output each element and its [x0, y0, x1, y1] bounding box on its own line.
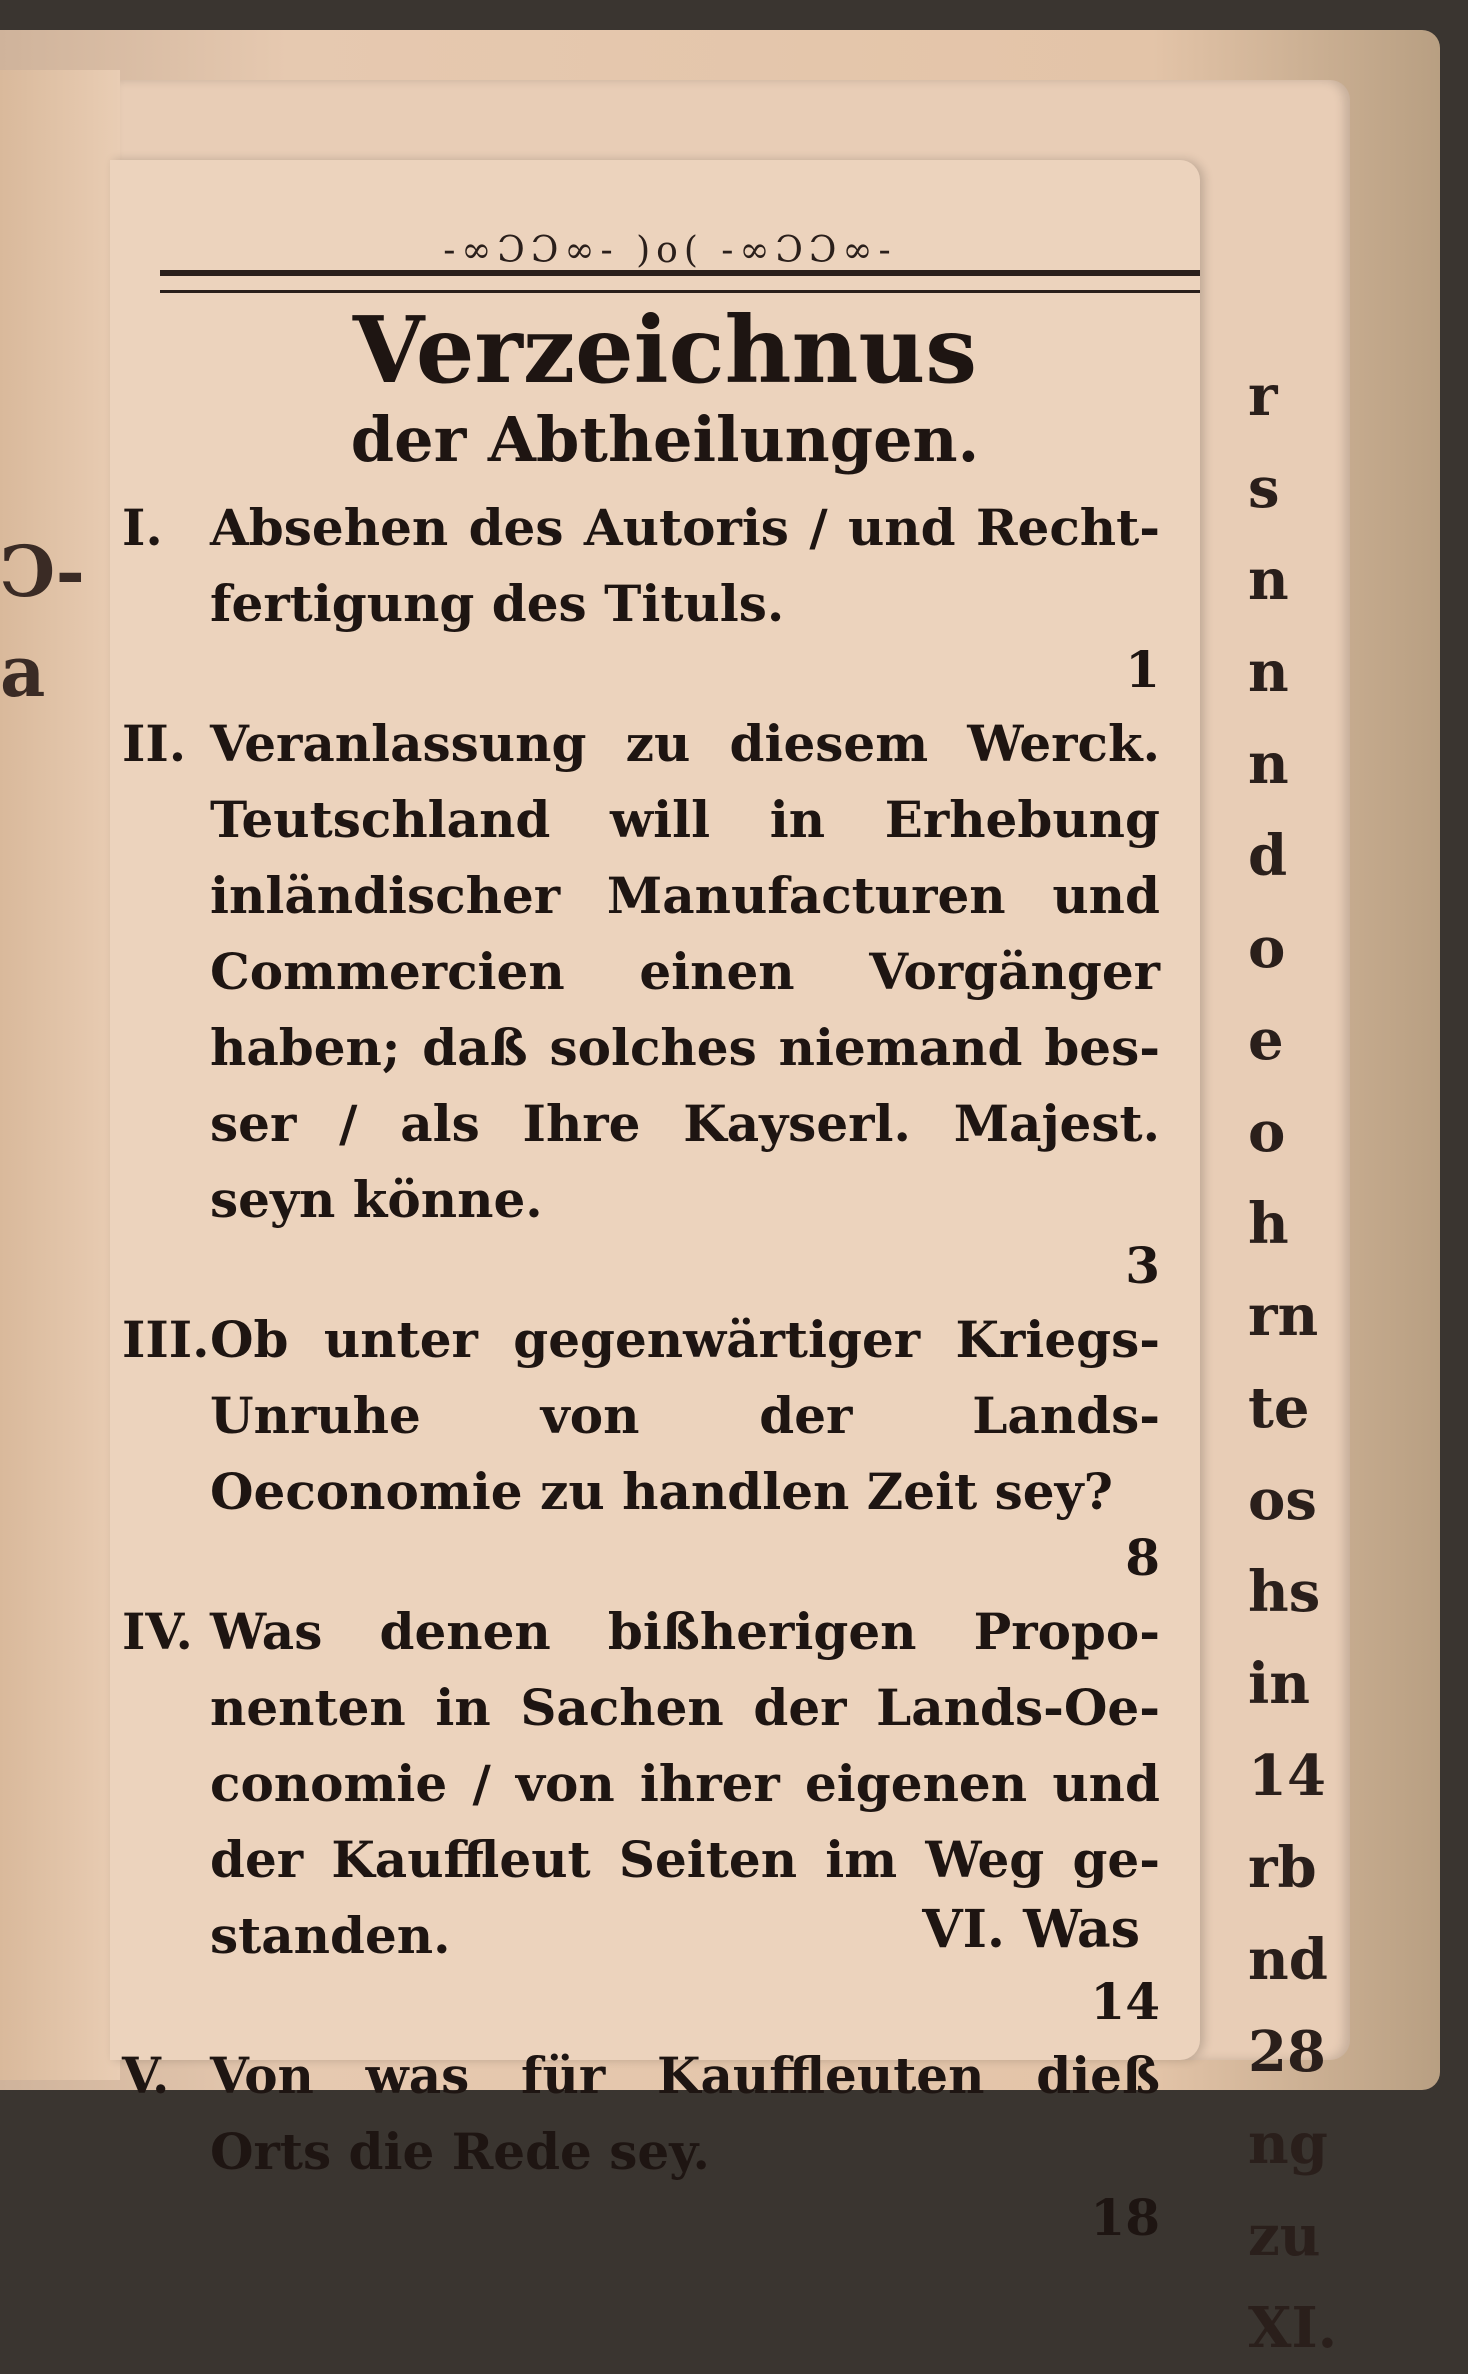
margin-fragment: rn	[1248, 1283, 1319, 1349]
toc-entry-text: Absehen des Autoris / und Recht- fertigung des Tituls.	[210, 498, 1160, 633]
page-subtitle: der Abtheilungen.	[350, 403, 980, 476]
margin-fragment: 28	[1248, 2019, 1326, 2085]
toc-entry-text: Von was für Kauffleuten dieß Orts die Rede sey.	[210, 2046, 1160, 2181]
margin-fragment: hs	[1248, 1559, 1321, 1625]
underlying-page-margin-text	[1248, 350, 1338, 2374]
margin-fragment: 14	[1248, 1743, 1326, 1809]
toc-entry-page: 8	[1125, 1528, 1160, 1587]
page-title: Verzeichnus	[352, 296, 978, 404]
margin-fragment: XI.	[1248, 2295, 1338, 2361]
left-page-edge	[0, 70, 120, 2080]
header-rule	[160, 270, 1200, 293]
left-page-fragment: Ↄ-	[0, 530, 85, 613]
margin-fragment: te	[1248, 1375, 1310, 1441]
toc-entry	[110, 2038, 1220, 2246]
margin-fragment: e	[1248, 1007, 1284, 1073]
toc-entry	[110, 706, 1220, 1294]
toc-entry-text: Veranlassung zu diesem Werck. Teutschland will in Erhebung inländischer Manufacturen und Commercien einen Vorgänger haben; daß solches niemand bes- ser / als Ihre Kayserl. Majest. seyn könne.	[210, 714, 1160, 1229]
toc-entry-page: 1	[1125, 640, 1160, 699]
toc-entry-page: 18	[1090, 2188, 1160, 2247]
toc-entry	[110, 1302, 1220, 1586]
margin-fragment: d	[1248, 823, 1288, 889]
margin-fragment: o	[1248, 915, 1286, 981]
toc-entry-text: Ob unter gegenwärtiger Kriegs-Unruhe von der Lands- Oeconomie zu handlen Zeit sey?	[210, 1310, 1160, 1521]
toc-entry-number: II.	[122, 714, 187, 773]
margin-fragment: s	[1248, 455, 1280, 521]
toc-entry-number: V.	[122, 2046, 170, 2105]
toc-entry-text: Was denen bißherigen Propo- nenten in Sachen der Lands-Oe- conomie / von ihrer eigenen und der Kauffleut Seiten im Weg ge- standen.	[210, 1602, 1160, 1965]
front-page	[110, 160, 1200, 2247]
margin-fragment: n	[1248, 639, 1289, 705]
toc-entry-page: 3	[1125, 1236, 1160, 1295]
margin-fragment: r	[1248, 363, 1278, 429]
toc-entry-number: IV.	[122, 1602, 193, 1661]
table-of-contents	[110, 490, 1220, 2254]
margin-fragment: in	[1248, 1651, 1310, 1717]
header-ornament: -∞ƆƆ∞- )o( -∞ƆƆ∞-	[443, 230, 897, 271]
toc-entry-page: 14	[1090, 1972, 1160, 2031]
margin-fragment: nd	[1248, 1927, 1328, 1993]
margin-fragment: o	[1248, 1099, 1286, 1165]
catchword: VI. Was	[922, 1899, 1140, 1960]
margin-fragment: ng	[1248, 2111, 1328, 2177]
book	[0, 30, 1440, 2361]
toc-entry	[110, 1594, 1220, 2030]
margin-fragment: zu	[1248, 2203, 1321, 2269]
toc-entry-number: III.	[122, 1310, 210, 1369]
toc-entry-number: I.	[122, 498, 163, 557]
left-page-fragment: a	[0, 630, 46, 713]
margin-fragment: h	[1248, 1191, 1289, 1257]
margin-fragment: rb	[1248, 1835, 1317, 1901]
margin-fragment: n	[1248, 547, 1289, 613]
margin-fragment: n	[1248, 731, 1289, 797]
margin-fragment: os	[1248, 1467, 1317, 1533]
toc-entry	[110, 490, 1220, 698]
